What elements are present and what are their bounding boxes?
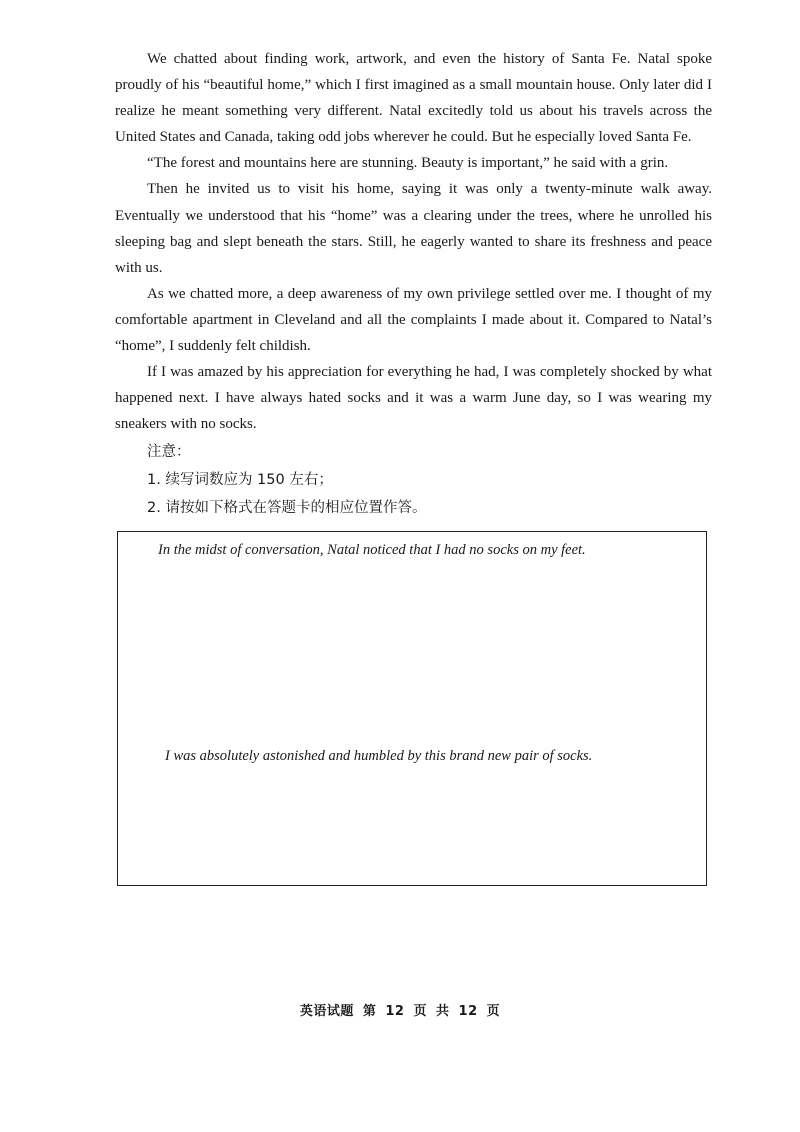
notes-heading: 注意： — [147, 444, 191, 461]
notes-section — [115, 438, 712, 522]
page-footer: 英语试题 第 12 页 共 12 页 — [299, 1004, 501, 1019]
paragraph-1-opening: In the midst of conversation, Natal noticed that I had no socks on my feet. — [158, 542, 586, 558]
paragraph-2-opening: I was absolutely astonished and humbled by this brand new pair of socks. — [165, 748, 593, 764]
passage-paragraph-5: If I was amazed by his appreciation for everything he had, I was completely shocked by what happened next. I have always hated socks and it was a warm June day, so I was wearing my sneakers with no socks. — [115, 364, 712, 433]
passage-paragraph-1: We chatted about finding work, artwork, and even the history of Santa Fe. Natal spoke proudly of his “beautiful home,” which I first imagined as a small mountain house. Only later did I realize he meant something very different. Natal excitedly told us about his travels across the United States and Canada, taking odd jobs wherever he could. But he especially loved Santa Fe. — [115, 51, 712, 146]
passage-paragraph-3: Then he invited us to visit his home, saying it was only a twenty-minute walk away. Eventually we understood that his “home” was a clearing under the trees, where he unrolled his sleeping bag and slept beneath the stars. Still, he eagerly wanted to share its freshness and peace with us. — [115, 181, 712, 276]
note-item-2: 2. 请按如下格式在答题卡的相应位置作答。 — [147, 500, 427, 517]
passage-text — [115, 46, 712, 522]
note-item-1: 1. 续写词数应为 150 左右； — [147, 472, 333, 489]
answer-box — [117, 531, 707, 886]
passage-paragraph-2: “The forest and mountains here are stunning. Beauty is important,” he said with a grin. — [147, 155, 669, 172]
passage-paragraph-4: As we chatted more, a deep awareness of my own privilege settled over me. I thought of my comfortable apartment in Cleveland and all the complaints I made about it. Compared to Natal’s “home”, I suddenly felt childish. — [115, 285, 712, 355]
